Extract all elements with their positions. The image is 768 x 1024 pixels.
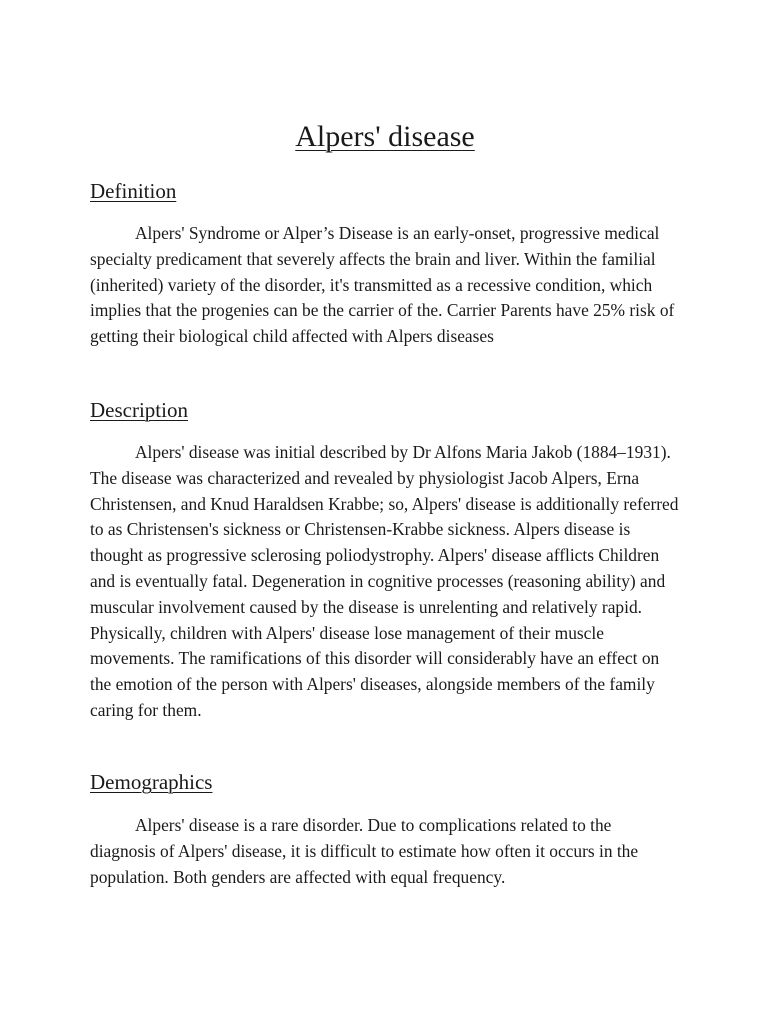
section-body-demographics: Alpers' disease is a rare disorder. Due to complications related to the diagnosis of Alpers' disease, it is difficult to estimate how often it occurs in the population. Both genders are affected with equal frequency. xyxy=(90,815,639,887)
section-heading-definition: Definition xyxy=(90,179,177,203)
section-heading-demographics: Demographics xyxy=(90,770,213,794)
section-body-description: Alpers' disease was initial described by Dr Alfons Maria Jakob (1884–1931). The disease was characterized and revealed by physiologist Jacob Alpers, Erna Christensen, and Knud Haraldsen Krabbe; so, Alpers' disease is additionally referred to as Christensen's sickness or Christensen-Krabbe sickness. Alpers disease is thought as progressive sclerosing poliodystrophy. Alpers' disease afflicts Children and is eventually fatal. Degeneration in cognitive processes (reasoning ability) and muscular involvement caused by the disease is unrelenting and relatively rapid. Physically, children with Alpers' disease lose management of their muscle movements. The ramifications of this disorder will considerably have an effect on the emotion of the person with Alpers' diseases, alongside members of the family caring for them. xyxy=(90,442,679,720)
section-body-definition: Alpers' Syndrome or Alper’s Disease is an early-onset, progressive medical specialty predicament that severely affects the brain and liver. Within the familial (inherited) variety of the disorder, it's transmitted as a recessive condition, which implies that the progenies can be the carrier of the. Carrier Parents have 25% risk of getting their biological child affected with Alpers diseases xyxy=(90,223,675,347)
section-heading-description: Description xyxy=(90,398,188,422)
document-title: Alpers' disease xyxy=(295,120,475,153)
